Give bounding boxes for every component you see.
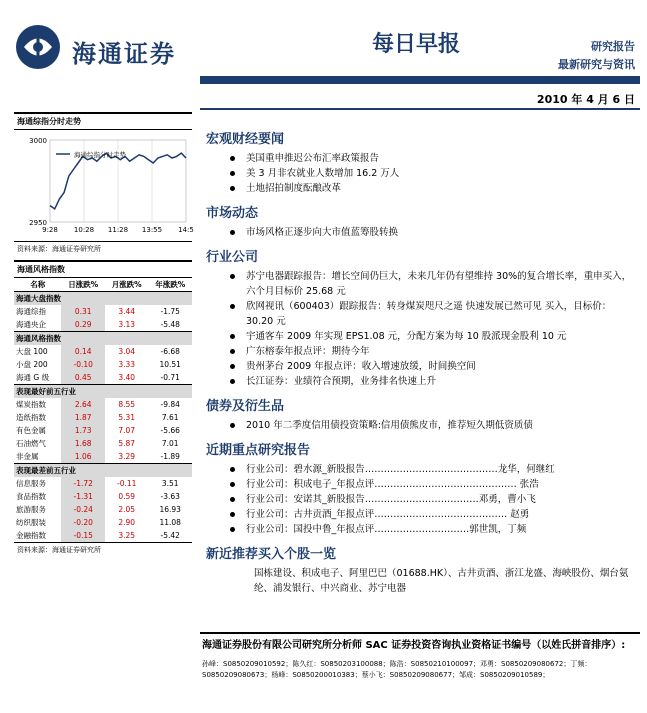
row-day: -0.20 <box>61 516 105 529</box>
table-row <box>14 345 192 358</box>
chart-title: 海通综指分时走势 <box>14 114 192 130</box>
footer <box>200 632 640 683</box>
col-year: 年涨跌% <box>148 278 192 292</box>
row-day: -0.10 <box>61 358 105 371</box>
row-month: 2.90 <box>118 518 136 527</box>
table-row <box>14 398 192 411</box>
list-item: 2010 年二季度信用债投资策略:信用债熊皮市，推荐短久期低资质债 <box>230 418 636 433</box>
section-title: 市场动态 <box>206 206 259 221</box>
legend-label: 海通综指分时走势 <box>74 151 126 159</box>
index-chart <box>14 130 192 242</box>
row-day: 1.87 <box>61 411 105 424</box>
row-month: 3.29 <box>118 452 136 461</box>
row-day: 0.31 <box>61 305 105 318</box>
row-day: 1.68 <box>61 437 105 450</box>
table-row <box>14 490 192 503</box>
style-index-title: 海通风格指数 <box>14 262 192 278</box>
row-day: 0.14 <box>61 345 105 358</box>
row-name: 纺织服装 <box>16 518 46 527</box>
row-year: 3.51 <box>161 479 179 488</box>
row-year: -5.42 <box>160 531 180 540</box>
row-year: -6.68 <box>160 347 180 356</box>
table-row <box>14 516 192 529</box>
table-row <box>14 503 192 516</box>
section-title: 债券及衍生品 <box>206 399 285 414</box>
section-list <box>230 462 636 537</box>
row-day: -1.31 <box>61 490 105 503</box>
table-row <box>14 450 192 464</box>
table-row <box>14 411 192 424</box>
row-month: 7.07 <box>118 426 136 435</box>
list-item: 行业公司：积成电子_年报点评……………………………………… 张浩 <box>230 477 636 492</box>
report-date: 2010 年 4 月 6 日 <box>536 93 635 106</box>
y-tick-label: 2950 <box>29 219 47 227</box>
row-day: -1.72 <box>61 477 105 490</box>
row-day: 0.45 <box>61 371 105 385</box>
index-chart-svg <box>14 130 192 242</box>
table-row <box>14 371 192 385</box>
chart-source: 资料来源：海通证券研究所 <box>17 245 101 253</box>
list-item: 行业公司：安诺其_新股报告………………………………邓勇，曹小飞 <box>230 492 636 507</box>
section-title: 行业公司 <box>206 250 259 265</box>
main-content <box>206 122 636 596</box>
row-year: -0.71 <box>160 373 180 382</box>
y-tick-label: 3000 <box>29 137 47 145</box>
row-month: 3.44 <box>118 307 136 316</box>
row-name: 海通央企 <box>16 320 46 329</box>
table-source: 资料来源：海通证券研究所 <box>14 542 192 557</box>
row-day: 0.29 <box>61 318 105 332</box>
row-day: -0.24 <box>61 503 105 516</box>
row-name: 小盘 200 <box>16 360 48 369</box>
row-day: -0.15 <box>61 529 105 542</box>
section-title: 近期重点研究报告 <box>206 443 311 458</box>
rec-title: 新近推荐买入个股一览 <box>206 547 337 562</box>
report-title: 每日早报 <box>372 32 461 57</box>
row-month: 5.31 <box>118 413 136 422</box>
row-name: 海通 G 级 <box>16 373 50 382</box>
report-subtype: 最新研究与资讯 <box>558 58 635 71</box>
row-name: 有色金属 <box>16 426 46 435</box>
footer-codes: 孙峰：S0850209010592；陈久红：S0850203100088；陈浩：S0850210100097；邓勇：S0850209080672；丁频：S0850209080673；杨峰：S0850200010383；蔡小飞：S0850209080677；邹成：S0850209010589； <box>202 660 592 679</box>
row-name: 大盘 100 <box>16 347 48 356</box>
row-year: -5.66 <box>160 426 180 435</box>
row-name: 食品指数 <box>16 492 46 501</box>
list-item: 行业公司：古井贡酒_年报点评…………………………………… 赵勇 <box>230 507 636 522</box>
row-name: 信息服务 <box>16 479 46 488</box>
row-year: -9.84 <box>160 400 180 409</box>
section-list <box>230 151 636 196</box>
x-tick-label: 10:28 <box>73 226 95 234</box>
row-year: -5.48 <box>160 320 180 329</box>
table-group-row <box>14 385 192 399</box>
section-list <box>230 269 636 389</box>
row-month: 3.25 <box>118 531 136 540</box>
col-month: 月涨跌% <box>105 278 149 292</box>
row-name: 金融指数 <box>16 531 46 540</box>
x-tick-label: 13:55 <box>141 226 163 234</box>
table-header-row <box>14 278 192 292</box>
list-item: 宇通客车 2009 年实现 EPS1.08 元，分配方案为每 10 股派现金股利 10 元 <box>230 329 636 344</box>
row-name: 海通综指 <box>16 307 46 316</box>
group-label: 海通大盘指数 <box>14 292 192 306</box>
x-tick-label: 9:28 <box>42 226 58 234</box>
rec-text: 国栋建设、积成电子、阿里巴巴（01688.HK）、古井贡酒、浙江龙盛、海峡股份、烟台氨纶、浦发银行、中兴商业、苏宁电器 <box>254 568 629 594</box>
row-month: 3.33 <box>118 360 136 369</box>
list-item: 苏宁电器跟踪报告：增长空间仍巨大，未来几年仍有望维持 30%的复合增长率，重申买入，六个月目标价 25.68 元 <box>230 269 636 299</box>
group-label: 表现最好前五行业 <box>14 385 192 399</box>
row-month: 0.59 <box>118 492 136 501</box>
row-year: 16.93 <box>159 505 181 514</box>
row-year: 7.61 <box>161 413 179 422</box>
list-item: 欣网视讯（600403）跟踪报告：转身煤炭咫尺之遥 快速发展已然可见 买入，目标价：30.20 元 <box>230 299 636 329</box>
row-name: 旅游服务 <box>16 505 46 514</box>
table-group-row <box>14 332 192 346</box>
table-row <box>14 477 192 490</box>
logo-text: 海通证券 <box>72 39 176 68</box>
table-row <box>14 437 192 450</box>
row-month: -0.11 <box>117 479 137 488</box>
row-month: 3.04 <box>118 347 136 356</box>
sidebar <box>14 112 192 557</box>
row-month: 3.40 <box>118 373 136 382</box>
table-group-row <box>14 292 192 306</box>
report-type: 研究报告 <box>591 40 635 53</box>
row-month: 8.55 <box>118 400 136 409</box>
table-row <box>14 305 192 318</box>
list-item: 土地招拍制度酝酿改革 <box>230 181 636 196</box>
row-month: 2.05 <box>118 505 136 514</box>
x-tick-label: 11:28 <box>107 226 129 234</box>
table-row <box>14 318 192 332</box>
list-item: 行业公司：碧水源_新股报告……………………………………龙华，何继红 <box>230 462 636 477</box>
section-list <box>230 418 636 433</box>
x-tick-label: 14:5 <box>178 226 194 234</box>
table-row <box>14 529 192 542</box>
group-label: 表现最差前五行业 <box>14 464 192 478</box>
col-name: 名称 <box>14 278 61 292</box>
section-title: 宏观财经要闻 <box>206 132 285 147</box>
table-row <box>14 424 192 437</box>
list-item: 广东榕泰年报点评：期待今年 <box>230 344 636 359</box>
header-bar <box>200 76 640 84</box>
row-year: 10.51 <box>159 360 181 369</box>
row-name: 煤炭指数 <box>16 400 46 409</box>
row-year: -1.89 <box>160 452 180 461</box>
row-month: 3.13 <box>118 320 136 329</box>
list-item: 美 3 月非农就业人数增加 16.2 万人 <box>230 166 636 181</box>
row-name: 石油燃气 <box>16 439 46 448</box>
table-row <box>14 358 192 371</box>
col-day: 日涨跌% <box>61 278 105 292</box>
row-day: 1.06 <box>61 450 105 464</box>
row-day: 2.64 <box>61 398 105 411</box>
group-label: 海通风格指数 <box>14 332 192 346</box>
row-year: 7.01 <box>161 439 179 448</box>
list-item: 行业公司：国投中鲁_年报点评…………………………郭世凯，丁频 <box>230 522 636 537</box>
list-item: 美国重申推迟公布汇率政策报告 <box>230 151 636 166</box>
row-year: -1.75 <box>160 307 180 316</box>
section-list <box>230 225 636 240</box>
row-year: 11.08 <box>159 518 181 527</box>
row-name: 造纸指数 <box>16 413 46 422</box>
row-month: 5.87 <box>118 439 136 448</box>
row-day: 1.73 <box>61 424 105 437</box>
table-group-row <box>14 464 192 478</box>
list-item: 长江证券：业绩符合预期，业务排名快速上升 <box>230 374 636 389</box>
list-item: 贵州茅台 2009 年报点评：收入增速放缓，时间换空间 <box>230 359 636 374</box>
header-divider <box>200 108 640 110</box>
footer-title: 海通证券股份有限公司研究所分析师 SAC 证券投资咨询执业资格证书编号（以姓氏拼音排序）: <box>202 640 626 651</box>
row-year: -3.63 <box>160 492 180 501</box>
row-name: 非金属 <box>16 452 39 461</box>
style-index-table <box>14 278 192 542</box>
list-item: 市场风格正逐步向大市值蓝筹股转换 <box>230 225 636 240</box>
